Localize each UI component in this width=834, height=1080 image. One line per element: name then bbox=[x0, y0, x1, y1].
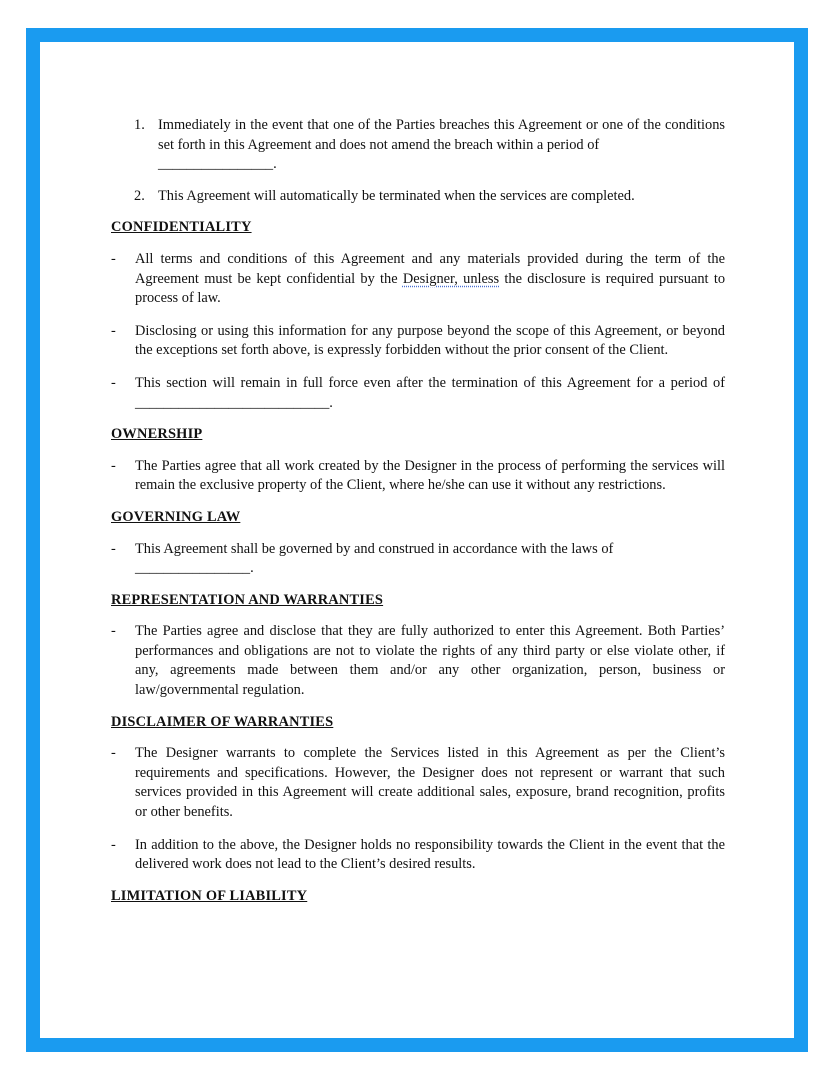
governing-law-item-1 bbox=[111, 540, 725, 579]
item-text: This Agreement will automatically be terminated when the services are completed. bbox=[158, 187, 635, 204]
heading-governing-law: GOVERNING LAW bbox=[111, 508, 241, 525]
confidentiality-item-2 bbox=[111, 322, 725, 361]
item-text: In addition to the above, the Designer holds no responsibility towards the Client in the event that the delivered work does not lead to the Client’s desired results. bbox=[135, 836, 725, 873]
bullet-dash: - bbox=[111, 374, 116, 391]
item-text: Disclosing or using this information for any purpose beyond the scope of this Agreement, or beyond the exceptions set forth above, is expressly forbidden without the prior consent of the Client. bbox=[135, 322, 725, 359]
spellcheck-flagged-text: Designer, unless bbox=[402, 270, 500, 287]
bullet-dash: - bbox=[111, 836, 116, 853]
item-text: The Designer warrants to complete the Services listed in this Agreement as per the Client’s requirements and specifications. However, the Designer does not represent or warrant that such services provided in this Agreement will create additional sales, exposure, brand recognition, profits or other benefits. bbox=[135, 745, 725, 821]
item-text: The Parties agree that all work created by the Designer in the process of performing the services will remain the exclusive property of the Client, where he/she can use it without any restrictions. bbox=[135, 457, 725, 494]
bullet-dash: - bbox=[111, 540, 116, 557]
fill-in-blank: ________________. bbox=[158, 156, 277, 173]
disclaimer-item-2 bbox=[111, 836, 725, 875]
bullet-dash: - bbox=[111, 745, 116, 762]
document-body bbox=[111, 116, 725, 918]
item-text: All terms and conditions of this Agreement and any materials provided during the term of the Agreement must be kept confidential by the bbox=[135, 250, 725, 287]
heading-disclaimer-of-warranties: DISCLAIMER OF WARRANTIES bbox=[111, 713, 334, 730]
heading-confidentiality: CONFIDENTIALITY bbox=[111, 219, 252, 236]
bullet-dash: - bbox=[111, 322, 116, 339]
item-text: The Parties agree and disclose that they are fully authorized to enter this Agreement. Both Parties’ performances and obligations are not to violate the rights of any third party or else violate other, if any, agreements made between them and/or any other organization, person, business or law/governmental regulation. bbox=[135, 623, 725, 699]
bullet-dash: - bbox=[111, 457, 116, 474]
confidentiality-item-1 bbox=[111, 250, 725, 309]
fill-in-blank: ________________. bbox=[135, 560, 254, 577]
item-text: Immediately in the event that one of the Parties breaches this Agreement or one of the conditions set forth in this Agreement and does not amend the breach within a period of bbox=[158, 117, 725, 153]
bullet-dash: - bbox=[111, 250, 116, 267]
ownership-item-1 bbox=[111, 457, 725, 496]
heading-representation-warranties: REPRESENTATION AND WARRANTIES bbox=[111, 591, 384, 608]
heading-limitation-of-liability: LIMITATION OF LIABILITY bbox=[111, 887, 308, 904]
list-number: 1. bbox=[134, 117, 145, 133]
confidentiality-item-3 bbox=[111, 374, 725, 413]
termination-item-2 bbox=[111, 187, 725, 207]
bullet-dash: - bbox=[111, 623, 116, 640]
item-text: This Agreement shall be governed by and construed in accordance with the laws of bbox=[135, 540, 614, 557]
heading-ownership: OWNERSHIP bbox=[111, 426, 203, 443]
list-number: 2. bbox=[134, 187, 145, 204]
item-text: This section will remain in full force even after the termination of this Agreement for a period of ___________________________. bbox=[135, 374, 725, 411]
termination-item-1 bbox=[111, 116, 725, 175]
disclaimer-item-1 bbox=[111, 744, 725, 822]
item-text: the disclosure is required pursuant to process of law. bbox=[135, 270, 726, 307]
representation-item-1 bbox=[111, 622, 725, 700]
